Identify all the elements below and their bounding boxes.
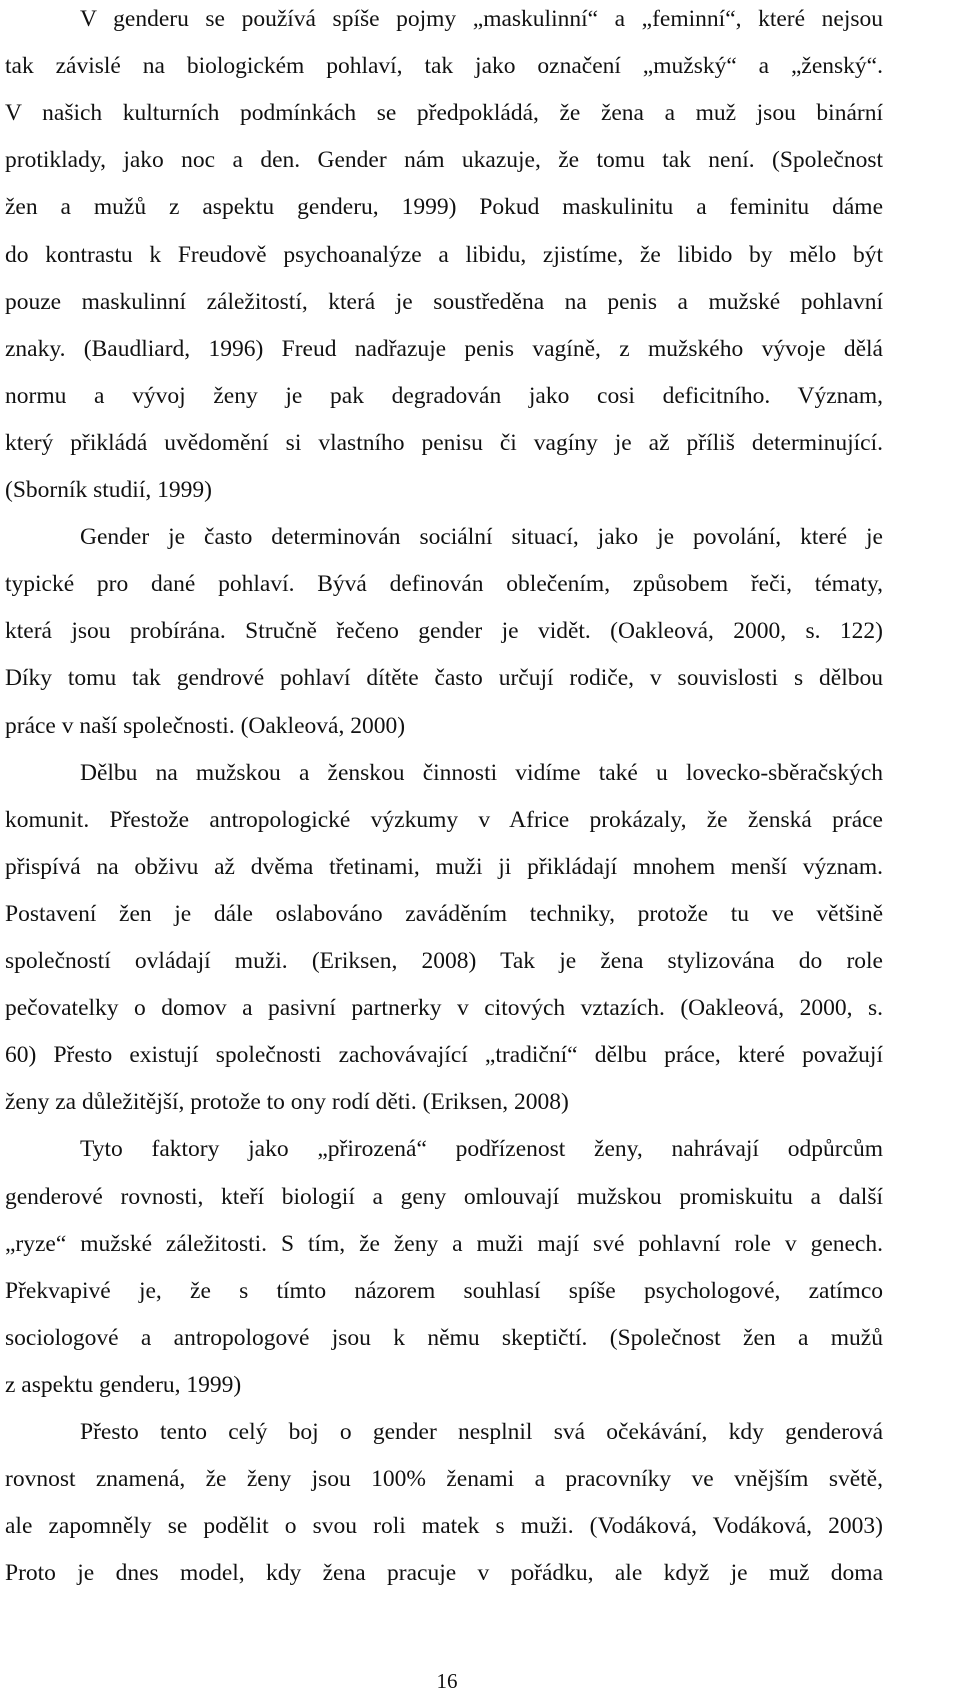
text-line: 60) Přesto existují společnosti zachovávající „tradiční“ dělbu práce, které považují [5, 1042, 883, 1069]
text-line: z aspektu genderu, 1999) [5, 1371, 242, 1398]
text-line: Přesto tento celý boj o gender nesplnil svá očekávání, kdy genderová [80, 1419, 883, 1445]
text-line: pečovatelky o domov a pasivní partnerky v citových vztazích. (Oakleová, 2000, s. [5, 995, 883, 1022]
text-line: (Sborník studií, 1999) [5, 477, 212, 503]
text-line: ale zapomněly se podělit o svou roli matek s muži. (Vodáková, Vodáková, 2003) [5, 1513, 883, 1540]
text-line: Díky tomu tak gendrové pohlaví dítěte často určují rodiče, v souvislosti s dělbou [5, 665, 883, 692]
text-line: „ryze“ mužské záležitosti. S tím, že ženy a muži mají své pohlavní role v genech. [5, 1230, 883, 1257]
text-line: do kontrastu k Freudově psychoanalýze a libidu, zjistíme, že libido by mělo být [5, 241, 883, 268]
text-line: znaky. (Baudliard, 1996) Freud nadřazuje penis vagíně, z mužského vývoje dělá [5, 335, 883, 362]
page-number: 16 [436, 1669, 458, 1693]
text-line: Proto je dnes model, kdy žena pracuje v pořádku, ale když je muž doma [5, 1560, 883, 1587]
text-line: rovnost znamená, že ženy jsou 100% ženami a pracovníky ve vnějším světě, [5, 1466, 883, 1493]
text-line: ženy za důležitější, protože to ony rodí děti. (Eriksen, 2008) [5, 1089, 569, 1116]
text-line: Gender je často determinován sociální situací, jako je povolání, které je [80, 524, 883, 551]
text-line: genderové rovnosti, kteří biologií a geny omlouvají mužskou promiskuitu a další [5, 1183, 883, 1210]
text-line: práce v naší společnosti. (Oakleová, 2000) [5, 712, 406, 739]
text-line: pouze maskulinní záležitostí, která je soustředěna na penis a mužské pohlavní [5, 288, 883, 315]
text-line: společností ovládají muži. (Eriksen, 2008) Tak je žena stylizována do role [5, 948, 883, 974]
text-line: Postavení žen je dále oslabováno zaváděním techniky, protože tu ve většině [5, 900, 883, 927]
text-line: Dělbu na mužskou a ženskou činnosti vidíme také u lovecko-sběračských [80, 759, 883, 786]
text-line: V genderu se používá spíše pojmy „maskulinní“ a „feminní“, které nejsou [80, 6, 883, 32]
text-line: Tyto faktory jako „přirozená“ podřízenost ženy, nahrávají odpůrcům [80, 1136, 883, 1163]
text-line: Překvapivé je, že s tímto názorem souhlasí spíše psychologové, zatímco [5, 1277, 883, 1304]
text-line: sociologové a antropologové jsou k němu skeptičtí. (Společnost žen a mužů [5, 1324, 883, 1351]
text-line: přispívá na obživu až dvěma třetinami, muži ji přikládají mnohem menší význam. [5, 853, 883, 880]
text-line: V našich kulturních podmínkách se předpokládá, že žena a muž jsou binární [5, 100, 883, 127]
text-line: protiklady, jako noc a den. Gender nám ukazuje, že tomu tak není. (Společnost [5, 147, 883, 174]
text-line: tak závislé na biologickém pohlaví, tak jako označení „mužský“ a „ženský“. [5, 53, 883, 80]
text-line: normu a vývoj ženy je pak degradován jako cosi deficitního. Význam, [5, 382, 883, 409]
text-line: komunit. Přestože antropologické výzkumy v Africe prokázaly, že ženská práce [5, 806, 883, 833]
text-line: která jsou probírána. Stručně řečeno gender je vidět. (Oakleová, 2000, s. 122) [5, 618, 883, 645]
text-line: který přikládá uvědomění si vlastního penisu či vagíny je až příliš determinující. [5, 429, 883, 456]
text-line: žen a mužů z aspektu genderu, 1999) Pokud maskulinitu a feminitu dáme [5, 194, 883, 221]
text-line: typické pro dané pohlaví. Bývá definován oblečením, způsobem řeči, tématy, [5, 571, 883, 598]
